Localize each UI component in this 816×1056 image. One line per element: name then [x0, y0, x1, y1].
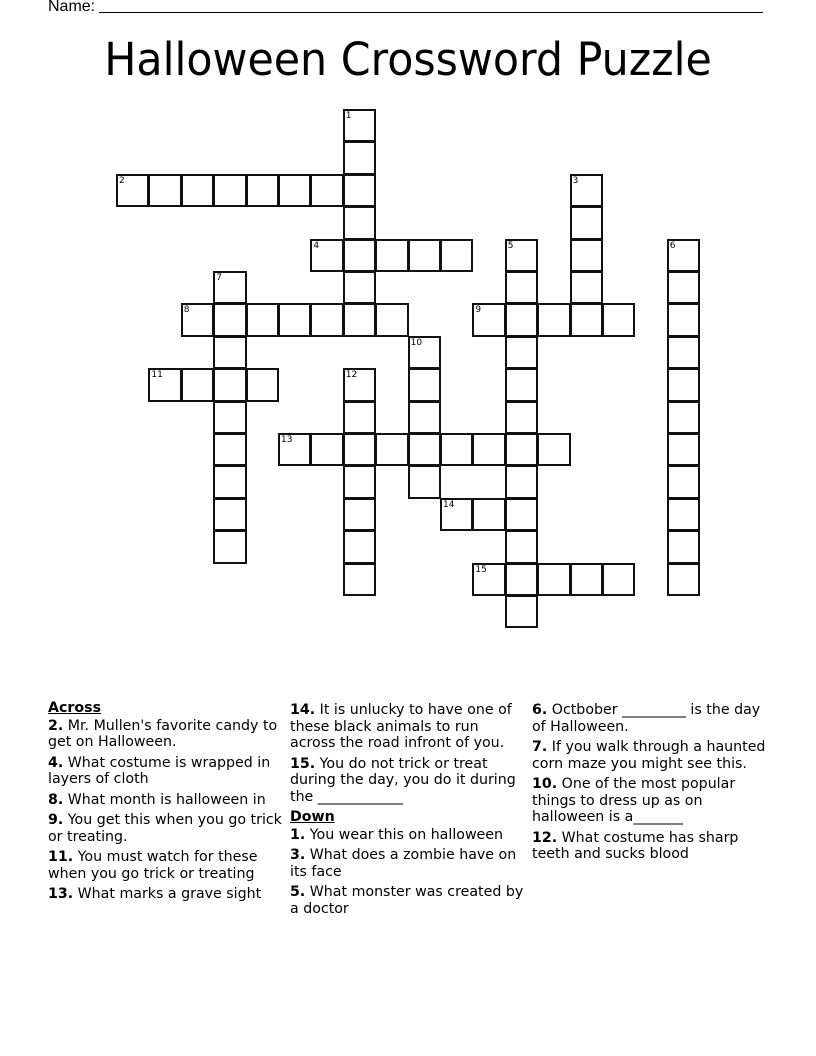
grid-cell[interactable] [505, 303, 538, 336]
grid-cell[interactable] [408, 368, 441, 401]
cell-number: 13 [281, 435, 293, 445]
grid-cell[interactable] [343, 303, 376, 336]
grid-cell[interactable] [505, 239, 538, 272]
clue-down-7 [532, 739, 772, 772]
grid-cell[interactable] [667, 368, 700, 401]
grid-cell[interactable] [505, 465, 538, 498]
clue-text: What costume has sharp teeth and sucks blood [532, 829, 739, 862]
cell-number: 8 [183, 305, 190, 316]
grid-cell[interactable] [213, 433, 246, 466]
grid-cell[interactable] [343, 530, 376, 563]
clue-down-5 [290, 884, 528, 917]
clue-text: Octbober _________ is the day of Halloween. [532, 702, 761, 735]
clues-column-1 [48, 700, 283, 907]
clue-number: 8. [48, 791, 64, 808]
cell-number: 4 [313, 240, 320, 251]
grid-cell[interactable] [667, 401, 700, 434]
clue-text: One of the most popular things to dress up as on halloween is a_______ [532, 776, 736, 825]
grid-cell[interactable] [343, 433, 376, 466]
clue-text: You do not trick or treat during the day, you do it during the ____________ [290, 755, 516, 805]
clue-text: What monster was created by a doctor [290, 884, 524, 917]
clue-down-1 [290, 827, 528, 844]
clue-number: 5. [290, 884, 306, 900]
grid-cell[interactable] [667, 563, 700, 596]
name-field[interactable] [48, 0, 763, 16]
grid-cell[interactable] [375, 433, 408, 466]
grid-cell[interactable] [213, 498, 246, 531]
grid-cell[interactable] [505, 336, 538, 369]
grid-cell[interactable] [310, 303, 343, 336]
grid-cell[interactable] [570, 174, 603, 207]
clue-number: 7. [532, 739, 548, 755]
grid-cell[interactable] [148, 368, 181, 401]
clue-number: 4. [48, 754, 64, 771]
grid-cell[interactable] [343, 563, 376, 596]
grid-cell[interactable] [505, 368, 538, 401]
grid-cell[interactable] [343, 239, 376, 272]
grid-cell[interactable] [408, 401, 441, 434]
clue-number: 12. [532, 829, 558, 846]
grid-cell[interactable] [343, 498, 376, 531]
clue-number: 3. [290, 847, 306, 863]
crossword-grid [117, 110, 702, 630]
grid-cell[interactable] [148, 174, 181, 207]
name-blank-line[interactable] [99, 0, 763, 13]
grid-cell[interactable] [408, 336, 441, 369]
clue-number: 10. [532, 776, 558, 792]
clue-text: What month is halloween in [67, 791, 266, 808]
clue-number: 14. [290, 702, 316, 718]
grid-cell[interactable] [213, 303, 246, 336]
cell-number: 5 [507, 240, 514, 251]
clues-column-2 [290, 702, 528, 921]
down-heading: Down [290, 809, 335, 825]
clue-number: 13. [48, 886, 74, 902]
name-label: Name: [48, 0, 96, 15]
clue-number: 1. [290, 826, 306, 843]
clue-down-6 [532, 702, 772, 735]
grid-cell[interactable] [116, 174, 149, 207]
grid-cell[interactable] [505, 401, 538, 434]
cell-number: 7 [216, 273, 222, 283]
grid-cell[interactable] [181, 174, 214, 207]
clue-across-2 [48, 718, 283, 751]
cell-number: 11 [151, 370, 163, 381]
clue-across-9 [48, 812, 283, 845]
grid-cell[interactable] [472, 433, 505, 466]
clue-number: 6. [532, 702, 548, 718]
grid-cell[interactable] [505, 530, 538, 563]
cell-number: 1 [345, 111, 352, 121]
grid-cell[interactable] [375, 239, 408, 272]
cell-number: 2 [119, 175, 125, 186]
clue-number: 11. [48, 849, 74, 865]
grid-cell[interactable] [570, 206, 603, 239]
clues-column-3 [532, 702, 772, 867]
grid-cell[interactable] [667, 465, 700, 498]
cell-number: 3 [572, 175, 579, 186]
grid-cell[interactable] [505, 595, 538, 628]
cell-number: 12 [345, 370, 358, 381]
grid-cell[interactable] [343, 271, 376, 304]
grid-cell[interactable] [667, 303, 700, 336]
clue-number: 15. [290, 755, 316, 772]
grid-cell[interactable] [505, 433, 538, 466]
grid-cell[interactable] [570, 563, 603, 596]
grid-cell[interactable] [537, 433, 570, 466]
grid-cell[interactable] [213, 336, 246, 369]
grid-cell[interactable] [343, 174, 376, 207]
grid-cell[interactable] [246, 368, 279, 401]
grid-cell[interactable] [667, 530, 700, 563]
grid-cell[interactable] [667, 498, 700, 531]
clue-across-14 [290, 702, 528, 752]
clue-number: 2. [48, 717, 64, 734]
across-heading: Across [48, 700, 102, 716]
grid-cell[interactable] [570, 239, 603, 272]
cell-number: 6 [669, 240, 676, 251]
grid-cell[interactable] [667, 433, 700, 466]
grid-cell[interactable] [505, 563, 538, 596]
grid-cell[interactable] [213, 465, 246, 498]
cell-number: 10 [410, 337, 423, 348]
clue-across-4 [48, 755, 283, 788]
grid-cell[interactable] [602, 563, 635, 596]
grid-cell[interactable] [505, 271, 538, 304]
grid-cell[interactable] [213, 271, 246, 304]
grid-cell[interactable] [343, 141, 376, 174]
grid-cell[interactable] [440, 498, 473, 531]
clue-text: What does a zombie have on its face [290, 847, 517, 880]
grid-cell[interactable] [310, 174, 343, 207]
clue-across-11 [48, 849, 283, 882]
grid-cell[interactable] [667, 336, 700, 369]
grid-cell[interactable] [278, 433, 311, 466]
clue-text: You wear this on halloween [309, 826, 503, 843]
grid-cell[interactable] [181, 368, 214, 401]
cell-number: 15 [475, 564, 487, 575]
clue-down-3 [290, 847, 528, 880]
clue-across-15 [290, 756, 528, 806]
cell-number: 9 [475, 305, 482, 316]
clue-number: 9. [48, 812, 64, 828]
grid-cell[interactable] [246, 303, 279, 336]
grid-cell[interactable] [570, 303, 603, 336]
clue-text: What marks a grave sight [77, 886, 262, 902]
grid-cell[interactable] [246, 174, 279, 207]
grid-cell[interactable] [472, 498, 505, 531]
grid-cell[interactable] [343, 206, 376, 239]
grid-cell[interactable] [602, 303, 635, 336]
grid-cell[interactable] [310, 433, 343, 466]
clue-down-12 [532, 830, 772, 863]
grid-cell[interactable] [343, 401, 376, 434]
grid-cell[interactable] [310, 239, 343, 272]
grid-cell[interactable] [181, 303, 214, 336]
grid-cell[interactable] [537, 303, 570, 336]
grid-cell[interactable] [408, 465, 441, 498]
grid-cell[interactable] [440, 239, 473, 272]
clue-text: It is unlucky to have one of these black animals to run across the road infront of you. [290, 702, 512, 751]
grid-cell[interactable] [278, 303, 311, 336]
grid-cell[interactable] [213, 174, 246, 207]
grid-cell[interactable] [343, 465, 376, 498]
clue-down-10 [532, 776, 772, 826]
grid-cell[interactable] [505, 498, 538, 531]
grid-cell[interactable] [408, 239, 441, 272]
grid-cell[interactable] [278, 174, 311, 207]
grid-cell[interactable] [667, 239, 700, 272]
clue-text: Mr. Mullen's favorite candy to get on Halloween. [48, 717, 278, 750]
grid-cell[interactable] [213, 401, 246, 434]
page-title: Halloween Crossword Puzzle [104, 33, 712, 86]
grid-cell[interactable] [537, 563, 570, 596]
grid-cell[interactable] [472, 563, 505, 596]
clue-text: You get this when you go trick or treating. [48, 812, 282, 845]
grid-cell[interactable] [343, 368, 376, 401]
clue-across-8 [48, 792, 283, 809]
clue-across-13 [48, 886, 283, 903]
clue-text: What costume is wrapped in layers of cloth [48, 754, 271, 787]
grid-cell[interactable] [440, 433, 473, 466]
grid-cell[interactable] [213, 368, 246, 401]
grid-cell[interactable] [472, 303, 505, 336]
grid-cell[interactable] [570, 271, 603, 304]
clue-text: You must watch for these when you go trick or treating [48, 849, 258, 882]
cell-number: 14 [443, 499, 455, 510]
grid-cell[interactable] [213, 530, 246, 563]
grid-cell[interactable] [667, 271, 700, 304]
grid-cell[interactable] [408, 433, 441, 466]
grid-cell[interactable] [375, 303, 408, 336]
clue-text: If you walk through a haunted corn maze you might see this. [532, 739, 766, 772]
grid-cell[interactable] [343, 109, 376, 142]
